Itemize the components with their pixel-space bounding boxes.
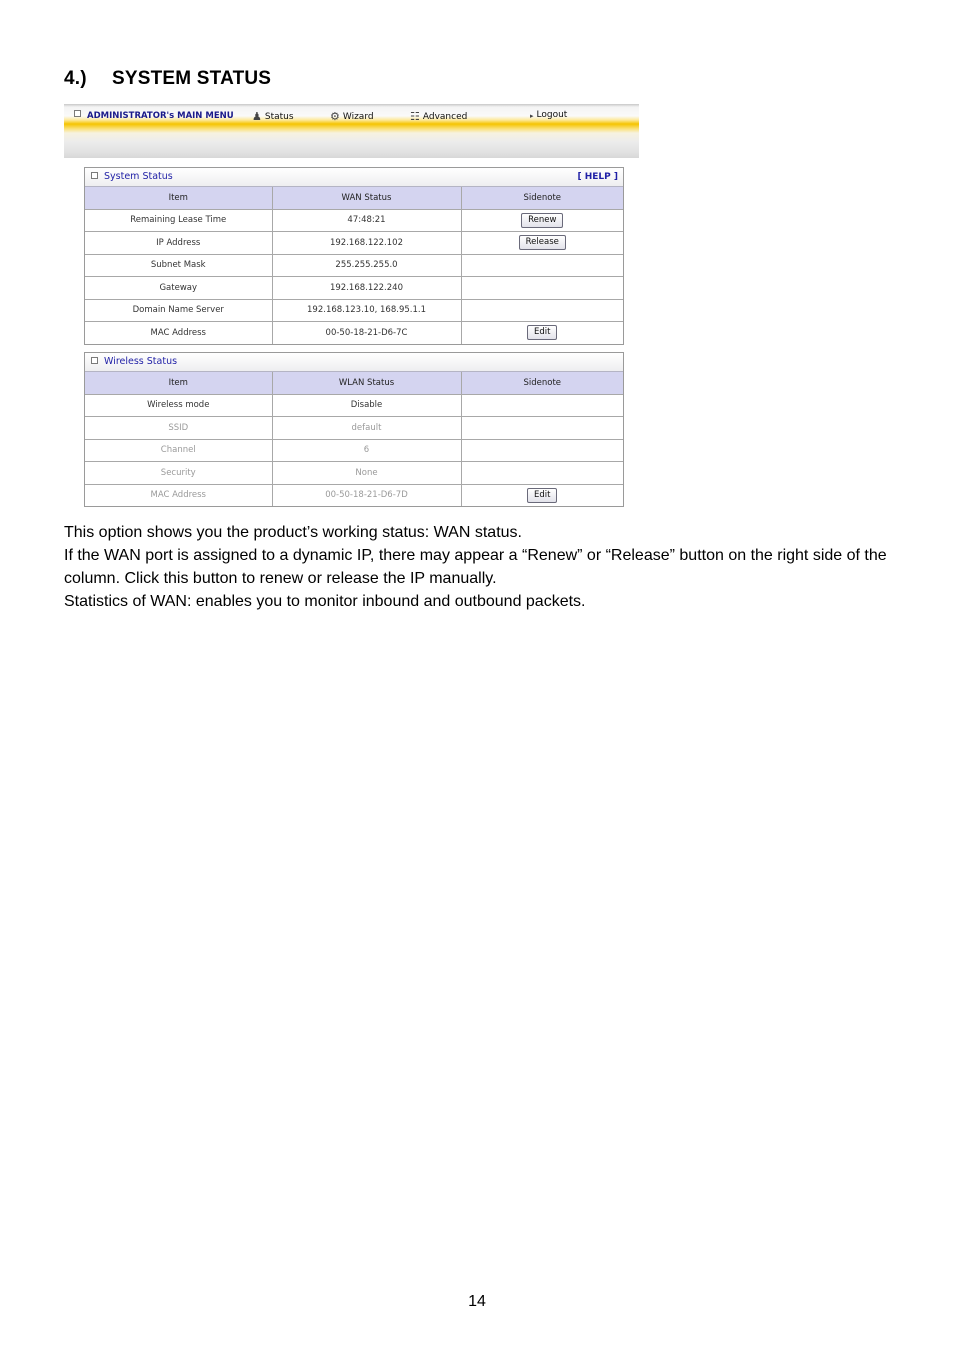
table-header-row: [85, 187, 623, 209]
row-value: default: [272, 417, 461, 440]
row-sidenote: [461, 439, 623, 462]
arrow-right-icon: ▸: [530, 112, 534, 120]
panel-title: System Status: [91, 171, 173, 182]
table-row: [85, 394, 623, 417]
column-header: Sidenote: [461, 372, 623, 394]
admin-menu-bar: [64, 104, 639, 158]
row-item: SSID: [85, 417, 272, 440]
column-header: Sidenote: [461, 187, 623, 209]
column-header: Item: [85, 372, 272, 394]
column-header: Item: [85, 187, 272, 209]
table-row: [85, 417, 623, 440]
renew-button[interactable]: Renew: [521, 213, 563, 228]
row-value: 00-50-18-21-D6-7D: [272, 484, 461, 506]
status-icon: ♟: [252, 110, 262, 123]
row-value: 192.168.122.240: [272, 277, 461, 300]
row-item: MAC Address: [85, 484, 272, 506]
system-status-panel: [84, 167, 624, 345]
description: [64, 521, 904, 613]
release-button[interactable]: Release: [519, 235, 566, 250]
menu-logout[interactable]: ▸ Logout: [530, 110, 568, 120]
row-item: IP Address: [85, 232, 272, 255]
row-item: Wireless mode: [85, 394, 272, 417]
row-sidenote: [461, 462, 623, 485]
menu-status[interactable]: ♟ Status: [252, 110, 294, 123]
row-item: Domain Name Server: [85, 299, 272, 322]
table-row: [85, 462, 623, 485]
page-number: 14: [468, 1293, 486, 1310]
row-sidenote: [461, 322, 623, 344]
row-value: Disable: [272, 394, 461, 417]
column-header: WLAN Status: [272, 372, 461, 394]
menu-advanced[interactable]: ☷ Advanced: [410, 110, 468, 123]
wireless-status-panel: [84, 352, 624, 507]
row-item: MAC Address: [85, 322, 272, 344]
table-row: [85, 232, 623, 255]
row-value: 47:48:21: [272, 209, 461, 232]
paragraph: If the WAN port is assigned to a dynamic IP, there may appear a “Renew” or “Release” button on the right side of the column. Click this button to renew or release the IP manually.: [64, 547, 887, 587]
panel-title: Wireless Status: [91, 356, 177, 367]
column-header: WAN Status: [272, 187, 461, 209]
table-row: [85, 439, 623, 462]
row-sidenote: [461, 299, 623, 322]
row-sidenote: [461, 394, 623, 417]
table-row: [85, 299, 623, 322]
admin-main-menu[interactable]: ADMINISTRATOR's MAIN MENU: [74, 110, 234, 121]
section-number: 4.): [64, 68, 87, 89]
section-heading: [64, 68, 271, 90]
row-item: Gateway: [85, 277, 272, 300]
edit-wlan-mac-button[interactable]: Edit: [527, 488, 557, 503]
paragraph: This option shows you the product’s working status: WAN status.: [64, 524, 522, 541]
row-item: Channel: [85, 439, 272, 462]
square-bullet-icon: [74, 110, 81, 117]
row-sidenote: [461, 232, 623, 255]
row-item: Security: [85, 462, 272, 485]
section-title: SYSTEM STATUS: [112, 68, 272, 89]
wireless-status-table: [85, 372, 623, 506]
help-link[interactable]: [ HELP ]: [577, 172, 618, 182]
table-row: [85, 254, 623, 277]
system-status-header: [85, 168, 623, 187]
router-screenshot: [64, 104, 639, 509]
advanced-icon: ☷: [410, 110, 420, 123]
table-row: [85, 209, 623, 232]
system-status-table: [85, 187, 623, 344]
row-item: Subnet Mask: [85, 254, 272, 277]
table-row: [85, 322, 623, 344]
table-header-row: [85, 372, 623, 394]
table-row: [85, 484, 623, 506]
table-row: [85, 277, 623, 300]
row-value: 192.168.122.102: [272, 232, 461, 255]
row-value: None: [272, 462, 461, 485]
row-sidenote: [461, 484, 623, 506]
menu-wizard[interactable]: ⚙ Wizard: [330, 110, 374, 123]
row-value: 00-50-18-21-D6-7C: [272, 322, 461, 344]
row-value: 6: [272, 439, 461, 462]
edit-mac-button[interactable]: Edit: [527, 325, 557, 340]
row-sidenote: [461, 254, 623, 277]
row-sidenote: [461, 209, 623, 232]
square-bullet-icon: [91, 357, 98, 364]
paragraph: Statistics of WAN: enables you to monitor inbound and outbound packets.: [64, 593, 586, 610]
row-sidenote: [461, 417, 623, 440]
row-sidenote: [461, 277, 623, 300]
square-bullet-icon: [91, 172, 98, 179]
wireless-status-header: [85, 353, 623, 372]
row-value: 255.255.255.0: [272, 254, 461, 277]
row-item: Remaining Lease Time: [85, 209, 272, 232]
wizard-icon: ⚙: [330, 110, 340, 123]
row-value: 192.168.123.10, 168.95.1.1: [272, 299, 461, 322]
